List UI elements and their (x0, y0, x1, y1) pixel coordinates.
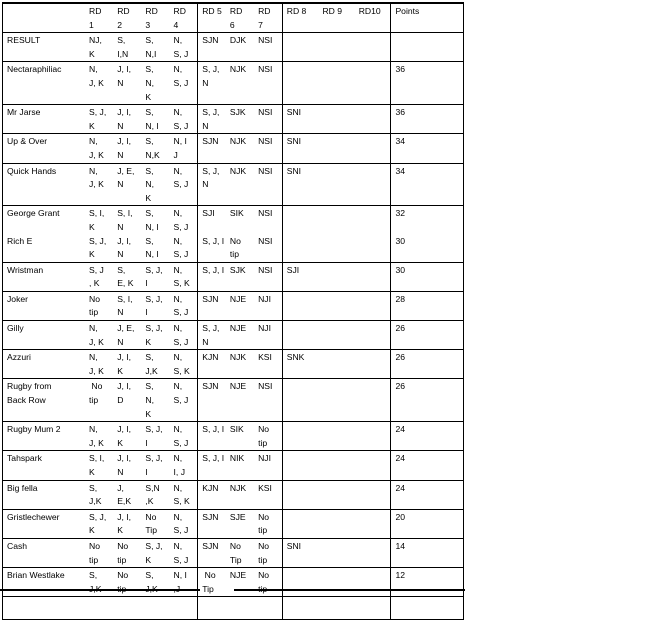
table-cell (355, 451, 391, 480)
table-cell (282, 321, 318, 350)
table-cell (170, 597, 198, 620)
table-cell: S, E, K (113, 262, 141, 291)
table-cell (318, 62, 354, 105)
table-cell: J, I, K (113, 509, 141, 538)
table-cell: N, S, J (170, 321, 198, 350)
table-cell: SJN (198, 291, 226, 320)
table-cell: SIK No tip (226, 206, 254, 262)
table-cell: N, J, K (85, 321, 113, 350)
table-cell (391, 597, 464, 620)
table-row (3, 451, 464, 480)
table-cell: N, S, J (170, 379, 198, 422)
table-cell: J, E, N (113, 321, 141, 350)
table-cell: N, S, J (170, 422, 198, 451)
table-row (3, 480, 464, 509)
table-cell: N, J, K (85, 163, 113, 206)
table-cell: 28 (391, 291, 464, 320)
table-cell (198, 597, 226, 620)
table-cell: Rugby from Back Row (3, 379, 86, 422)
table-cell: S, J,K (141, 350, 169, 379)
table-row (3, 163, 464, 206)
table-cell: J, E, N (113, 163, 141, 206)
table-cell: RESULT (3, 33, 86, 62)
table-cell: NSI (254, 134, 282, 163)
table-cell: N, S, K (170, 262, 198, 291)
table-cell: SJN (198, 538, 226, 567)
table-cell: 34 (391, 134, 464, 163)
table-cell: SNI (282, 105, 318, 134)
table-cell (318, 597, 354, 620)
table-cell (355, 538, 391, 567)
table-cell: S, J, I (198, 422, 226, 451)
table-cell (282, 422, 318, 451)
table-cell: NJK (226, 62, 254, 105)
table-cell: N, S, J (170, 291, 198, 320)
table-cell (355, 597, 391, 620)
table-cell: N, I J (170, 134, 198, 163)
table-cell: No tip (113, 538, 141, 567)
table-cell (282, 597, 318, 620)
table-cell: S, J, I (198, 262, 226, 291)
table-cell (318, 291, 354, 320)
table-row (3, 134, 464, 163)
table-row (3, 291, 464, 320)
table-cell: SNI (282, 163, 318, 206)
table-cell: No tip (85, 538, 113, 567)
table-cell (113, 597, 141, 620)
table-cell: 26 (391, 350, 464, 379)
table-cell: S, N,K (141, 134, 169, 163)
table-cell (355, 350, 391, 379)
table-cell (355, 206, 391, 262)
table-cell: S, N, I (141, 105, 169, 134)
table-cell: N, J, K (85, 62, 113, 105)
table-row (3, 206, 464, 262)
table-cell (282, 568, 318, 597)
table-cell: KSI (254, 480, 282, 509)
table-cell: Nectaraphiliac (3, 62, 86, 105)
table-cell: Big fella (3, 480, 86, 509)
table-cell: SNI (282, 538, 318, 567)
table-cell: NJE (226, 291, 254, 320)
header-row (3, 3, 464, 33)
table-cell (318, 538, 354, 567)
table-cell (318, 451, 354, 480)
table-cell: No tip (254, 538, 282, 567)
table-cell (355, 134, 391, 163)
table-cell: 32 30 (391, 206, 464, 262)
table-cell: NIK (226, 451, 254, 480)
table-cell: Gristlechewer (3, 509, 86, 538)
header-cell: RD 3 (141, 3, 169, 33)
table-cell: 24 (391, 451, 464, 480)
table-cell: S, I, N J, I, N (113, 206, 141, 262)
table-cell: Rugby Mum 2 (3, 422, 86, 451)
table-cell: J, I, D (113, 379, 141, 422)
header-cell: RD 2 (113, 3, 141, 33)
table-cell: N, S, J N, S, J (170, 206, 198, 262)
table-cell: SJN (198, 33, 226, 62)
table-cell: NJK (226, 350, 254, 379)
table-cell: No (254, 568, 282, 597)
table-cell (318, 350, 354, 379)
table-row (3, 105, 464, 134)
table-cell: NSI NSI (254, 206, 282, 262)
table-cell: S, N, K (141, 62, 169, 105)
table-cell: S, J, K (85, 105, 113, 134)
table-cell: S, N, K (141, 379, 169, 422)
table-cell: 26 (391, 321, 464, 350)
table-cell: S, J, I (141, 291, 169, 320)
table-cell: Wristman (3, 262, 86, 291)
table-cell: S, I, K (85, 451, 113, 480)
table-cell: Cash (3, 538, 86, 567)
table-cell: NJK (226, 163, 254, 206)
table-cell (282, 33, 318, 62)
table-cell: NJE (226, 568, 254, 597)
table-cell: NSI (254, 105, 282, 134)
table-row (3, 509, 464, 538)
header-cell: RD 4 (170, 3, 198, 33)
header-cell: RD 7 (254, 3, 282, 33)
table-cell (226, 597, 254, 620)
table-cell: SJN (198, 379, 226, 422)
table-cell: NSI (254, 262, 282, 291)
table-cell: S,N ,K (141, 480, 169, 509)
table-cell: Gilly (3, 321, 86, 350)
table-cell: J, E,K (113, 480, 141, 509)
table-cell: S, J,K (85, 480, 113, 509)
table-row (3, 321, 464, 350)
table-cell: SJN (198, 509, 226, 538)
table-cell: Quick Hands (3, 163, 86, 206)
table-cell (141, 597, 169, 620)
table-cell (318, 568, 354, 597)
table-cell: NJE (226, 379, 254, 422)
table-cell: No Tip (141, 509, 169, 538)
table-cell (355, 568, 391, 597)
table-cell: Mr Jarse (3, 105, 86, 134)
table-cell: S, J, K (85, 509, 113, 538)
table-cell: Up & Over (3, 134, 86, 163)
table-cell: S, J, I (141, 422, 169, 451)
table-cell: S, J, N (198, 105, 226, 134)
table-cell: N, J, K (85, 422, 113, 451)
table-cell (318, 480, 354, 509)
header-cell (3, 3, 86, 33)
table-row (3, 33, 464, 62)
header-cell: RD 6 (226, 3, 254, 33)
table-cell (318, 321, 354, 350)
table-cell: S, J, K (141, 321, 169, 350)
table-cell: DJK (226, 33, 254, 62)
table-cell: J, I, N (113, 134, 141, 163)
table-cell: J, I, K (113, 350, 141, 379)
table-cell: N, S, J (170, 33, 198, 62)
table-cell (355, 262, 391, 291)
table-cell (282, 206, 318, 262)
table-cell: N, S, K (170, 350, 198, 379)
table-cell: No tip (85, 291, 113, 320)
table-cell (355, 321, 391, 350)
table-cell: S, J, I (141, 451, 169, 480)
header-cell: RD 1 (85, 3, 113, 33)
table-cell: J, I, N (113, 451, 141, 480)
table-cell: NSI (254, 33, 282, 62)
table-cell: George Grant Rich E (3, 206, 86, 262)
table-cell: N, J, K (85, 134, 113, 163)
table-cell: S, J, N (198, 163, 226, 206)
table-cell: NSI (254, 62, 282, 105)
header-cell: RD 5 (198, 3, 226, 33)
header-cell: RD10 (355, 3, 391, 33)
table-cell: SIK (226, 422, 254, 451)
table-cell: N, I, J (170, 451, 198, 480)
table-cell: Azzuri (3, 350, 86, 379)
table-cell: NJI (254, 451, 282, 480)
table-cell: Tahspark (3, 451, 86, 480)
table-cell (318, 379, 354, 422)
table-cell: No tip (254, 422, 282, 451)
table-cell: SJK (226, 105, 254, 134)
table-cell (355, 62, 391, 105)
table-cell: S, (85, 568, 113, 597)
table-cell: N, J, K (85, 350, 113, 379)
table-cell: 20 (391, 509, 464, 538)
table-cell: S, N, I S, N, I (141, 206, 169, 262)
table-cell: Brian Westlake (3, 568, 86, 597)
table-cell: NJ, K (85, 33, 113, 62)
table-cell: S, N,I (141, 33, 169, 62)
table-cell: S, N, K (141, 163, 169, 206)
table-cell: 14 (391, 538, 464, 567)
table-cell (318, 33, 354, 62)
table-cell: KSI (254, 350, 282, 379)
table-cell (318, 422, 354, 451)
table-cell (355, 291, 391, 320)
table-cell: NJK (226, 480, 254, 509)
table-cell: No Tip (226, 538, 254, 567)
table-cell: S, J, K (141, 538, 169, 567)
table-cell: 12 (391, 568, 464, 597)
table-cell (318, 105, 354, 134)
table-cell: SJI S, J, I (198, 206, 226, 262)
table-cell (318, 509, 354, 538)
table-cell (355, 480, 391, 509)
table-cell: J, I, N (113, 105, 141, 134)
table-cell: 26 (391, 379, 464, 422)
table-cell: S, I, N (113, 291, 141, 320)
table-cell: SJE (226, 509, 254, 538)
table-cell: 36 (391, 105, 464, 134)
table-cell: N, S, J (170, 509, 198, 538)
table-cell: No tip (254, 509, 282, 538)
table-cell: KJN (198, 480, 226, 509)
table-cell: S, J, N (198, 62, 226, 105)
table-cell: S, J, I (141, 262, 169, 291)
table-cell: S, I,N (113, 33, 141, 62)
table-cell (282, 509, 318, 538)
table-cell: SNI (282, 134, 318, 163)
table-cell: NJK (226, 134, 254, 163)
table-cell (355, 422, 391, 451)
table-cell (85, 597, 113, 620)
bottom-rule-left (0, 589, 200, 591)
table-cell: S, (141, 568, 169, 597)
table-cell: J, I, N (113, 62, 141, 105)
table-cell (282, 480, 318, 509)
tipping-table (2, 2, 464, 620)
header-cell: RD 8 (282, 3, 318, 33)
table-cell (282, 291, 318, 320)
table-cell: 24 (391, 422, 464, 451)
table-cell: No Tip (198, 568, 226, 597)
table-cell: S, J , K (85, 262, 113, 291)
table-cell (391, 33, 464, 62)
table-cell: N, S, J (170, 163, 198, 206)
table-cell: SJK (226, 262, 254, 291)
table-cell: NJI (254, 321, 282, 350)
table-cell: NJE (226, 321, 254, 350)
table-cell: SJI (282, 262, 318, 291)
table-cell: N, S, J (170, 105, 198, 134)
table-cell: N, S, K (170, 480, 198, 509)
header-cell: RD 9 (318, 3, 354, 33)
table-cell (282, 62, 318, 105)
table-cell: J, I, K (113, 422, 141, 451)
table-cell (318, 206, 354, 262)
table-cell (318, 134, 354, 163)
bottom-rule-right (234, 589, 465, 591)
table-cell: No (113, 568, 141, 597)
header-cell: Points (391, 3, 464, 33)
table-cell (282, 451, 318, 480)
table-cell: NJI (254, 291, 282, 320)
table-cell (318, 262, 354, 291)
table-row (3, 350, 464, 379)
table-cell: 36 (391, 62, 464, 105)
table-row (3, 62, 464, 105)
table-cell: SNK (282, 350, 318, 379)
table-cell (355, 163, 391, 206)
table-cell (254, 597, 282, 620)
table-row (3, 422, 464, 451)
table-cell (355, 509, 391, 538)
table-cell: 34 (391, 163, 464, 206)
table-cell (355, 105, 391, 134)
table-cell (282, 379, 318, 422)
table-row (3, 538, 464, 567)
table-row (3, 597, 464, 620)
table-cell (3, 597, 86, 620)
table-cell: No tip (85, 379, 113, 422)
table-cell: NSI (254, 163, 282, 206)
table-cell: S, J, N (198, 321, 226, 350)
table-row (3, 262, 464, 291)
table-cell: KJN (198, 350, 226, 379)
table-cell: N, S, J (170, 62, 198, 105)
table-cell (318, 163, 354, 206)
table-cell: S, J, I (198, 451, 226, 480)
table-cell: N, I (170, 568, 198, 597)
table-cell: 24 (391, 480, 464, 509)
table-cell (355, 33, 391, 62)
table-cell: NSI (254, 379, 282, 422)
table-row (3, 379, 464, 422)
table-row (3, 568, 464, 597)
table-cell: 30 (391, 262, 464, 291)
table-cell (355, 379, 391, 422)
table-cell: N, S, J (170, 538, 198, 567)
table-cell: SJN (198, 134, 226, 163)
table-cell: Joker (3, 291, 86, 320)
table-cell: S, I, K S, J, K (85, 206, 113, 262)
